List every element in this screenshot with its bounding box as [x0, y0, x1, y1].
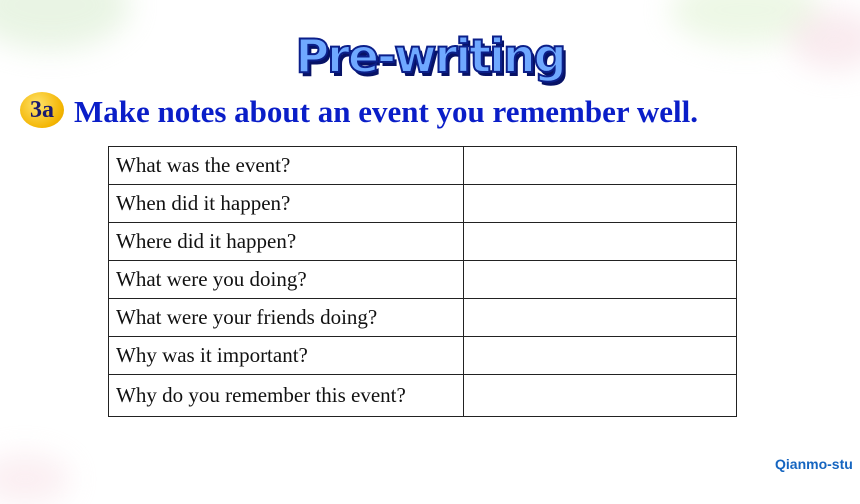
background-decoration — [0, 454, 70, 504]
table-row — [109, 299, 737, 337]
answer-cell[interactable] — [463, 147, 736, 185]
table-row — [109, 147, 737, 185]
table-row — [109, 261, 737, 299]
answer-cell[interactable] — [463, 337, 736, 375]
table-row — [109, 337, 737, 375]
page-title: Pre-writing — [295, 29, 565, 83]
question-cell: Where did it happen? — [109, 223, 464, 261]
answer-cell[interactable] — [463, 261, 736, 299]
notes-table — [108, 146, 737, 417]
question-cell: Why do you remember this event? — [109, 375, 464, 417]
question-cell: Why was it important? — [109, 337, 464, 375]
question-cell: What were your friends doing? — [109, 299, 464, 337]
table-row — [109, 185, 737, 223]
watermark: Qianmo-stu — [775, 456, 853, 472]
answer-cell[interactable] — [463, 223, 736, 261]
instruction-text: Make notes about an event you remember well. — [74, 94, 698, 129]
background-decoration — [790, 10, 860, 70]
answer-cell[interactable] — [463, 185, 736, 223]
table-row — [109, 223, 737, 261]
question-cell: When did it happen? — [109, 185, 464, 223]
table-row — [109, 375, 737, 417]
answer-cell[interactable] — [463, 375, 736, 417]
background-decoration — [0, 0, 130, 50]
question-cell: What was the event? — [109, 147, 464, 185]
section-badge: 3a — [20, 92, 64, 128]
question-cell: What were you doing? — [109, 261, 464, 299]
answer-cell[interactable] — [463, 299, 736, 337]
